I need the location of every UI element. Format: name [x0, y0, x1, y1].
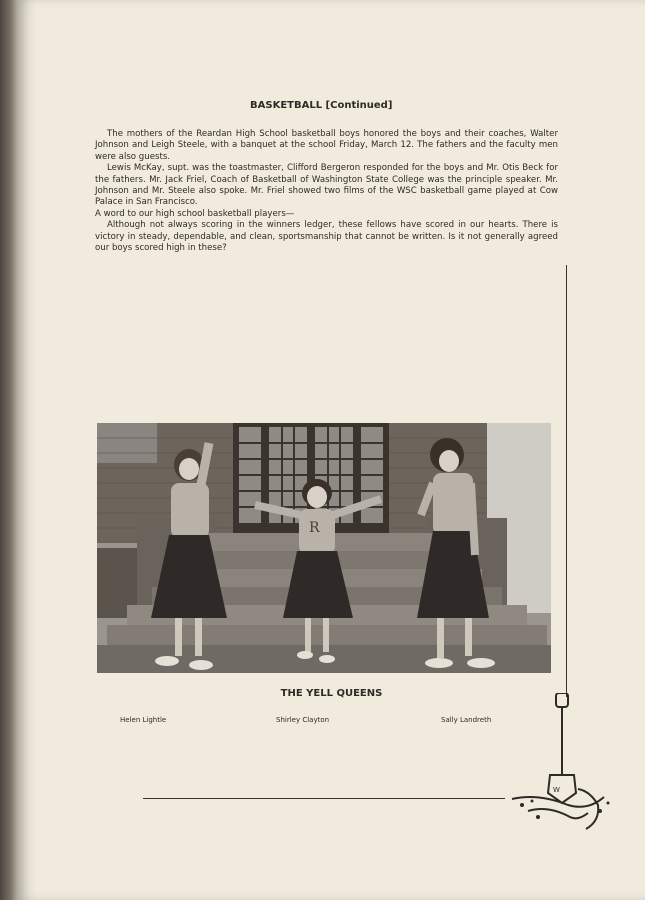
section-heading: BASKETBALL [Continued]	[250, 100, 393, 111]
margin-rule	[566, 265, 567, 697]
photo-illustration	[97, 423, 551, 673]
photo-caption: THE YELL QUEENS	[280, 688, 383, 699]
book-spine-shadow	[0, 0, 18, 900]
name-right: Sally Landreth	[441, 716, 492, 724]
name-middle: Shirley Clayton	[276, 716, 330, 724]
name-left: Helen Lightle	[120, 716, 167, 724]
paragraph-dedication: Although not always scoring in the winners ledger, these fellows have scored in our hearts. There is victory in steady, dependable, and clean, sportsmanship that cannot be written. Is it not generally agreed our boys scored high in these?	[95, 220, 558, 254]
yell-queens-photo	[97, 423, 551, 673]
paragraph-banquet: The mothers of the Reardan High School basketball boys honored the boys and their coaches, Walter Johnson and Leigh Steele, with a banquet at the school Friday, March 12. The fathers and the faculty men were also guests.	[95, 129, 558, 162]
paragraph-dedication-intro: A word to our high school basketball players—	[95, 208, 295, 219]
yearbook-page	[18, 0, 645, 900]
svg-text:R: R	[309, 520, 320, 536]
article-body	[95, 129, 558, 254]
shovel-icon	[508, 693, 618, 847]
paragraph-speakers: Lewis McKay, supt. was the toastmaster, Clifford Bergeron responded for the boys and Mr. Otis Beck for the fathers. Mr. Jack Friel, Coach of Basketball of Washington State College was the principle speaker. Mr. Johnson and Mr. Steele also spoke. Mr. Friel showed two films of the WSC basketball game played at Cow Palace in San Francisco.	[95, 163, 558, 208]
footer-rule	[143, 798, 505, 799]
svg-text:W: W	[553, 786, 560, 794]
